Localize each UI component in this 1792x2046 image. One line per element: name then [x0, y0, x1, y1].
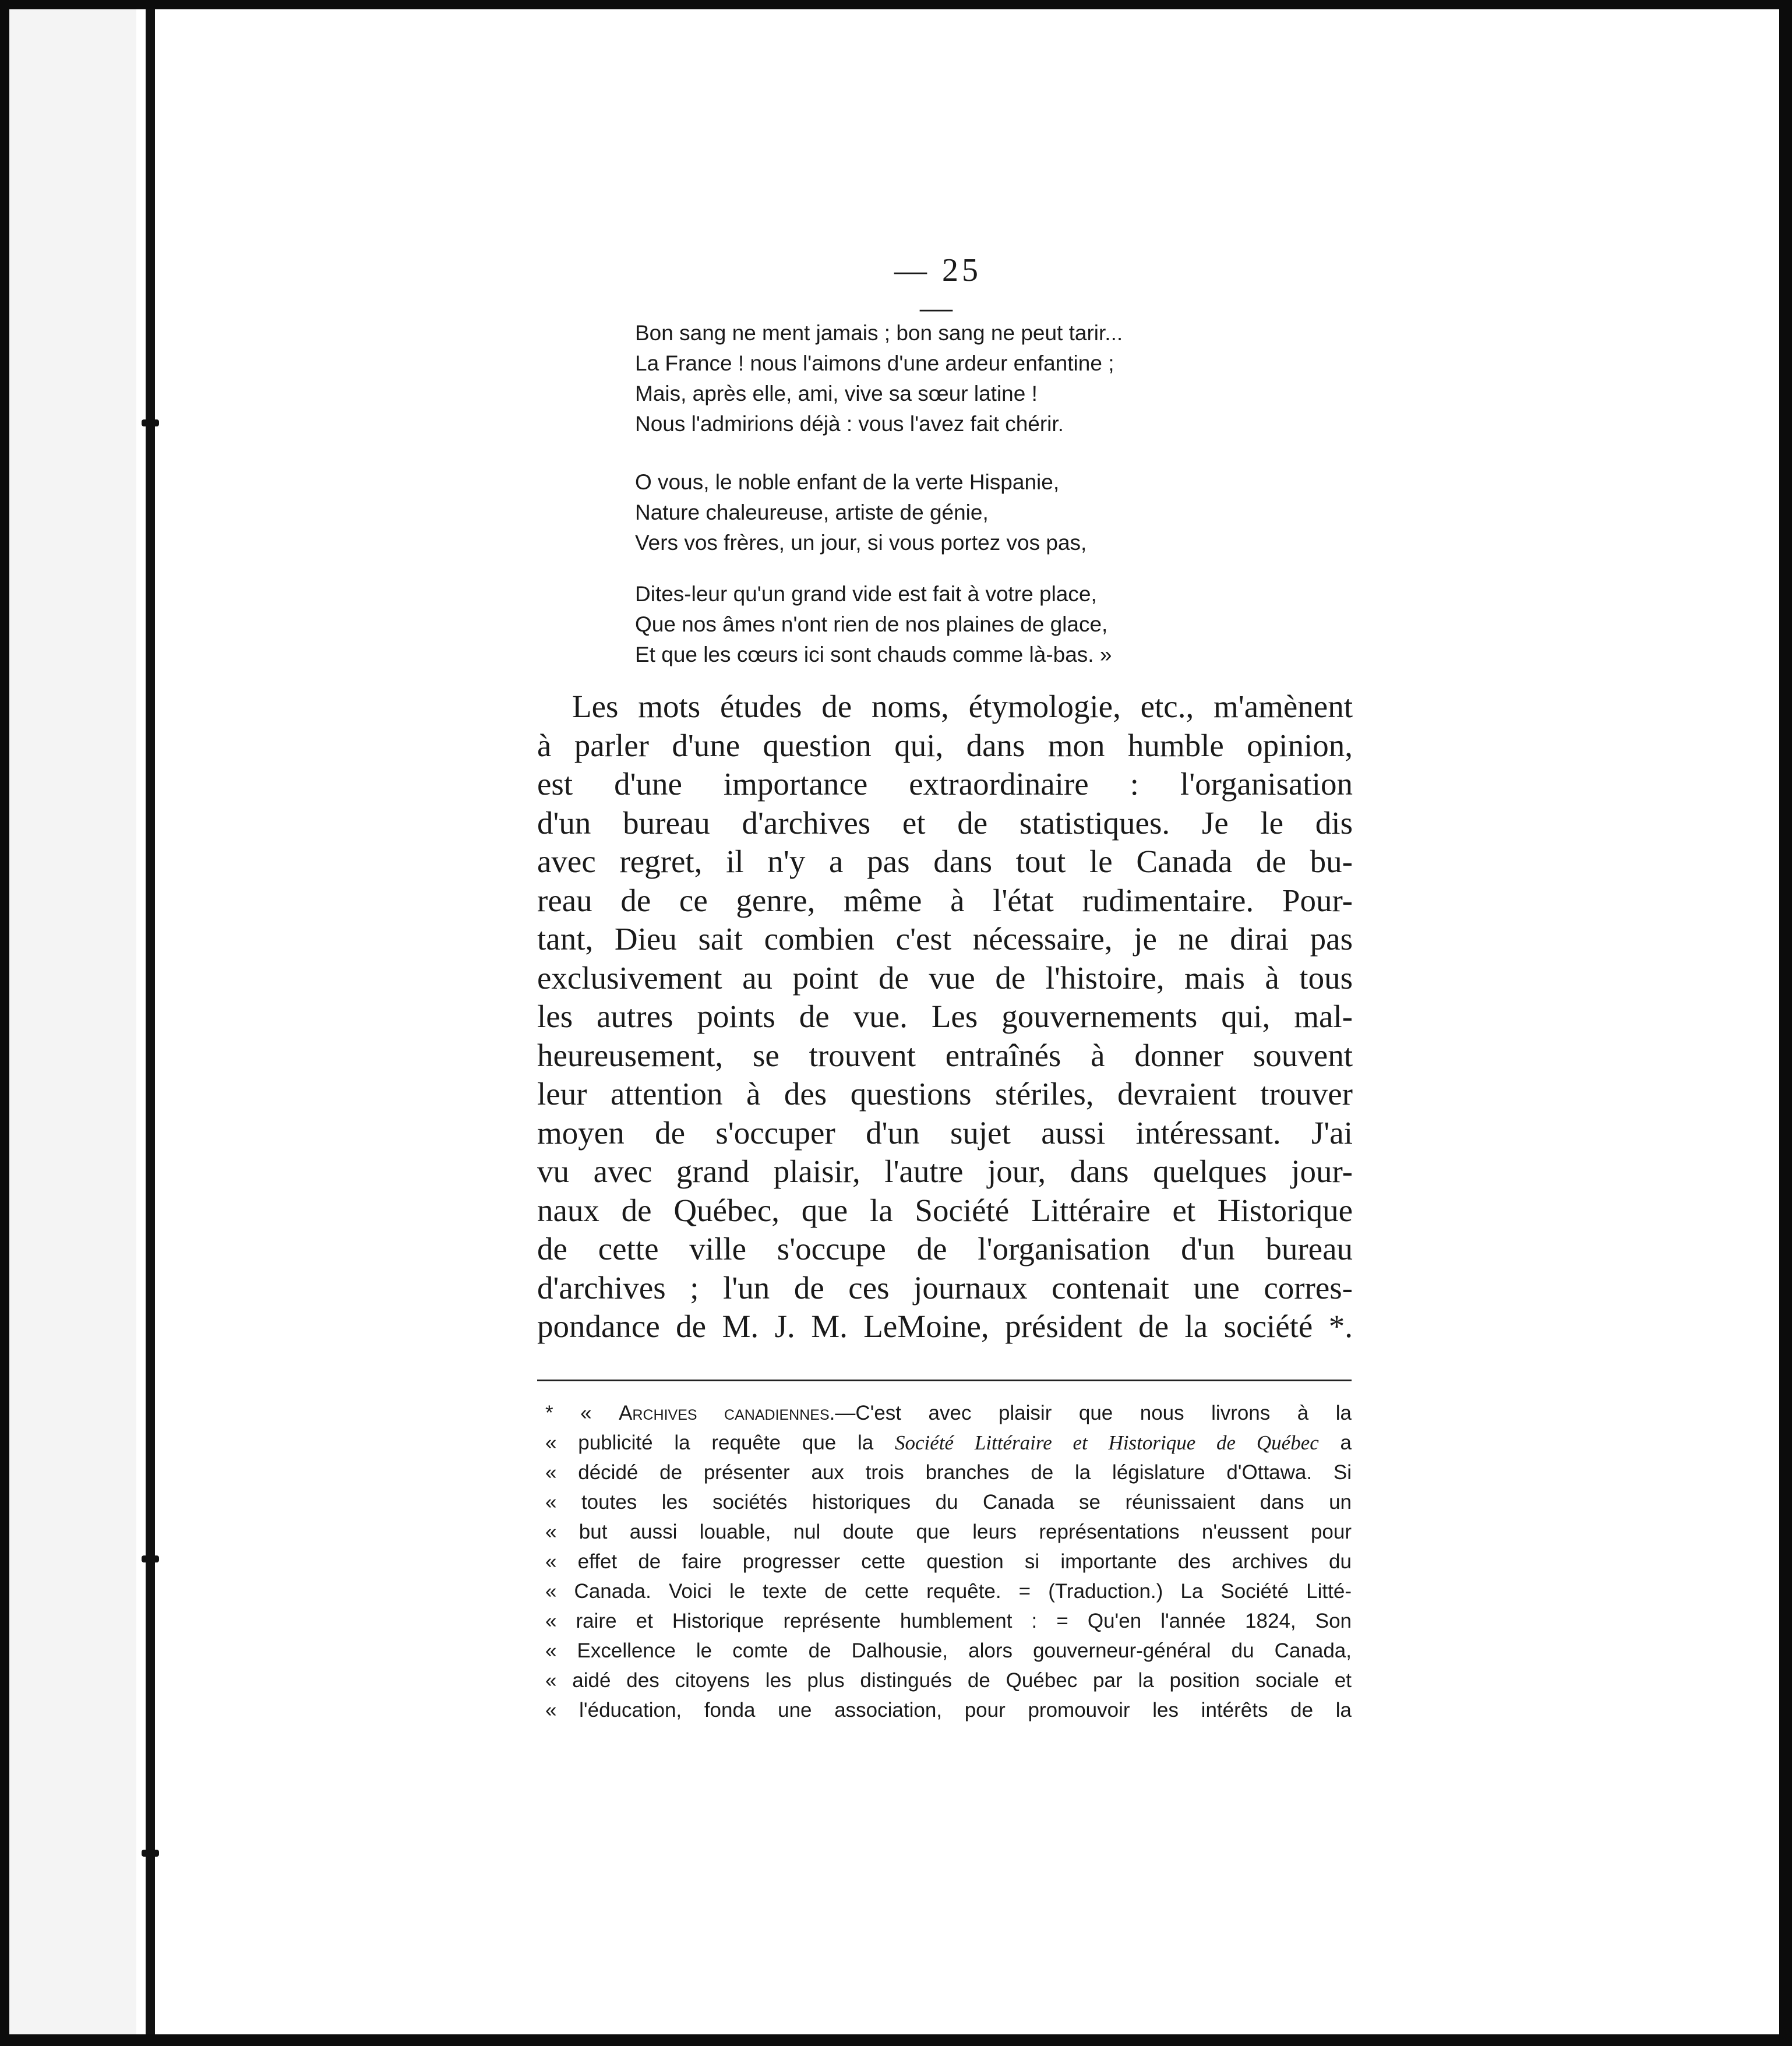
body-line: vu avec grand plaisir, l'autre jour, dans quelques jour- [537, 1153, 1353, 1189]
scan-border-left [0, 0, 9, 2046]
footnote-line: « aidé des citoyens les plus distingués de Québec par la position sociale et [545, 1669, 1352, 1692]
body-line: est d'une importance extraordinaire : l'organisation [537, 766, 1353, 802]
footnote [545, 1398, 1352, 1725]
book-spine [146, 9, 155, 2034]
footnote-line: « effet de faire progresser cette question si importante des archives du [545, 1550, 1352, 1573]
verse-line: Que nos âmes n'ont rien de nos plaines de glace, [635, 612, 1108, 636]
verse-line: O vous, le noble enfant de la verte Hispanie, [635, 470, 1060, 494]
footnote-line [545, 1398, 1352, 1428]
footnote-society-name: Société Littéraire et Historique de Québec [895, 1431, 1319, 1454]
body-line: d'archives ; l'un de ces journaux contenait une corres- [537, 1269, 1353, 1306]
footnote-heading: Archives canadiennes. [619, 1402, 835, 1424]
verse-stanza [635, 579, 1218, 670]
verse-stanza [635, 318, 1218, 439]
body-line: pondance de M. J. M. LeMoine, président de la société *. [537, 1308, 1353, 1344]
body-line: de cette ville s'occupe de l'organisation d'un bureau [537, 1231, 1353, 1267]
body-line: naux de Québec, que la Société Littéraire et Historique [537, 1192, 1353, 1228]
footnote-line: « but aussi louable, nul doute que leurs représentations n'eussent pour [545, 1521, 1352, 1543]
footnote-text: —C'est avec plaisir que nous livrons à la [835, 1402, 1352, 1424]
footnote-marker: * « [545, 1402, 619, 1424]
body-line: heureusement, se trouvent entraînés à donner souvent [537, 1037, 1353, 1073]
footnote-line: « Excellence le comte de Dalhousie, alors gouverneur-général du Canada, [545, 1639, 1352, 1662]
scan-border-top [0, 0, 1792, 9]
body-line: les autres points de vue. Les gouvernements qui, mal- [537, 999, 1353, 1034]
body-line: exclusivement au point de vue de l'histoire, mais à tous [537, 959, 1353, 996]
scan-border-right [1779, 0, 1792, 2046]
verse-line: Nature chaleureuse, artiste de génie, [635, 500, 989, 524]
body-line: tant, Dieu sait combien c'est nécessaire, je ne dirai pas [537, 921, 1353, 957]
footnote-line: « raire et Historique représente humblement : = Qu'en l'année 1824, Son [545, 1610, 1352, 1632]
body-line: avec regret, il n'y a pas dans tout le Canada de bu- [537, 844, 1353, 879]
body-line: moyen de s'occuper d'un sujet aussi intéressant. J'ai [537, 1114, 1353, 1151]
verse-line: La France ! nous l'aimons d'une ardeur enfantine ; [635, 351, 1114, 375]
footnote-text: a [1318, 1431, 1352, 1454]
verse-line: Bon sang ne ment jamais ; bon sang ne peut tarir... [635, 321, 1123, 345]
verse-line: Nous l'admirions déjà : vous l'avez fait chérir. [635, 412, 1064, 436]
body-paragraph [537, 687, 1353, 1346]
verse-line: Vers vos frères, un jour, si vous portez vos pas, [635, 531, 1087, 555]
footnote-line: « Canada. Voici le texte de cette requête. = (Traduction.) La Société Litté- [545, 1580, 1352, 1603]
verse-line: Et que les cœurs ici sont chauds comme là-bas. » [635, 643, 1112, 666]
footnote-separator [537, 1380, 1352, 1381]
footnote-line: « décidé de présenter aux trois branches de la législature d'Ottawa. Si [545, 1461, 1352, 1484]
footnote-line: « l'éducation, fonda une association, pour promouvoir les intérêts de la [545, 1699, 1352, 1722]
facing-page-margin [9, 9, 136, 2034]
body-line: leur attention à des questions stériles, devraient trouver [537, 1076, 1353, 1112]
footnote-line [545, 1428, 1352, 1458]
footnote-text: « publicité la requête que la [545, 1431, 895, 1454]
body-line: à parler d'une question qui, dans mon humble opinion, [537, 727, 1353, 763]
binding-stitch-mark [142, 419, 159, 426]
body-line: d'un bureau d'archives et de statistiques. Je le dis [537, 805, 1353, 841]
verse-stanza [635, 467, 1218, 558]
binding-stitch-mark [142, 1555, 159, 1562]
page-number: — 25 — [894, 252, 982, 326]
verse-line: Dites-leur qu'un grand vide est fait à votre place, [635, 582, 1097, 606]
scan-border-bottom [0, 2034, 1792, 2046]
body-line: Les mots études de noms, étymologie, etc., m'amènent [572, 689, 1353, 724]
binding-stitch-mark [142, 1850, 159, 1857]
verse-line: Mais, après elle, ami, vive sa sœur latine ! [635, 382, 1038, 405]
body-line: reau de ce genre, même à l'état rudimentaire. Pour- [537, 882, 1353, 918]
footnote-line: « toutes les sociétés historiques du Canada se réunissaient dans un [545, 1491, 1352, 1514]
